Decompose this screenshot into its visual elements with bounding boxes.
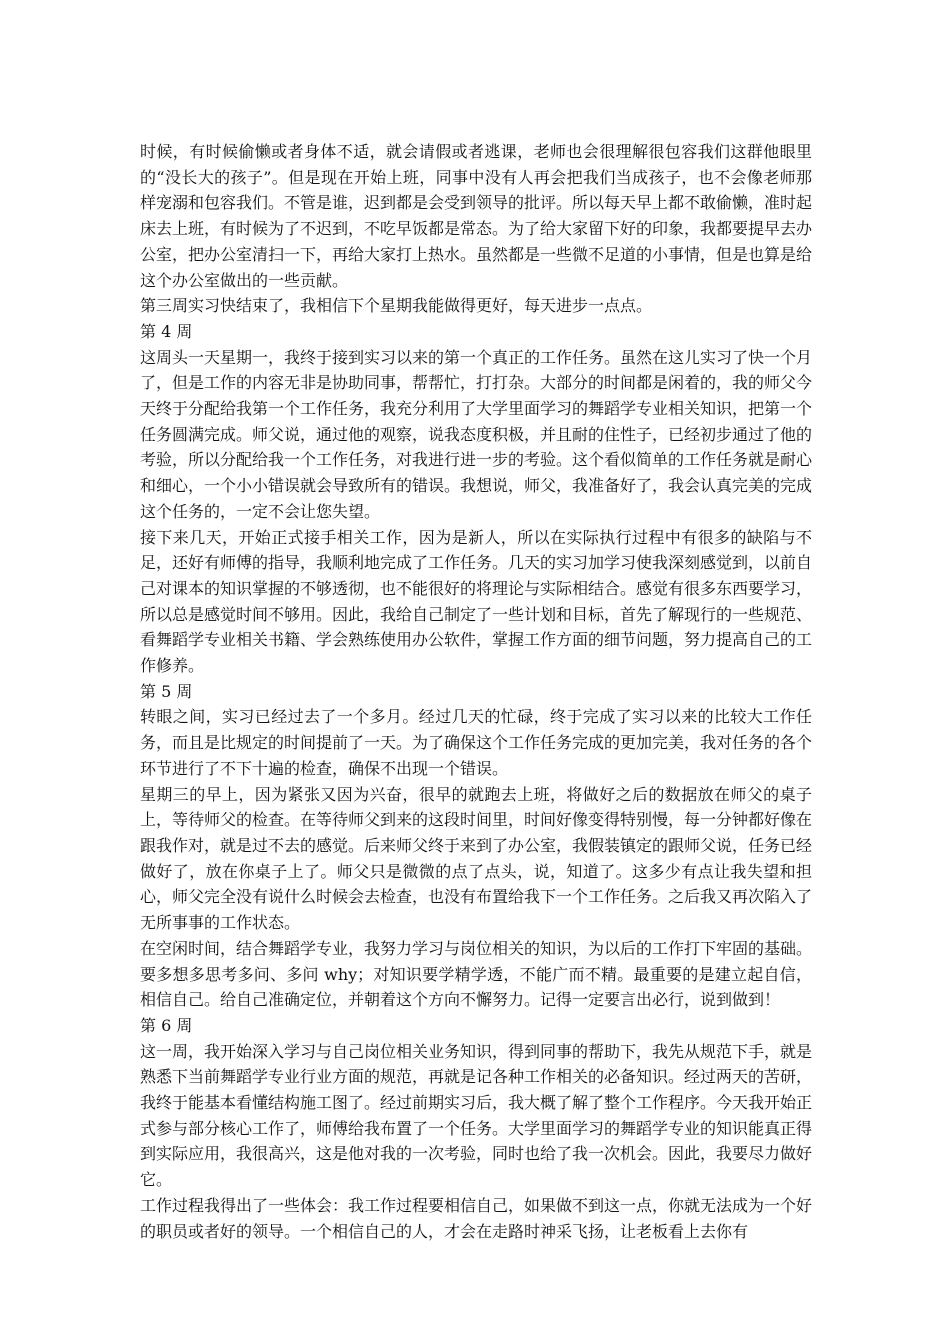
paragraph-week6-learning: 这一周，我开始深入学习与自己岗位相关业务知识，得到同事的帮助下，我先从规范下手，就是熟悉下当前舞蹈学专业行业方面的规范，再就是记各种工作相关的必备知识。经过两天的苦研，我终于能基本看懂结构施工图了。经过前期实习后，我大概了解了整个工作程序。今天我开始正式参与部分核心工作了，师傅给我布置了一个任务。大学里面学习的舞蹈学专业的知识能真正得到实际应用，我很高兴，这是他对我的一次考验，同时也给了我一次机会。因此，我要尽力做好它。 <box>140 1041 813 1190</box>
paragraph-week3-discipline: 时候，有时候偷懒或者身体不适，就会请假或者逃课，老师也会很理解很包容我们这群他眼里的“没长大的孩子”。但是现在开始上班，同事中没有人再会把我们当成孩子，也不会像老师那样宠溺和包容我们。不管是谁，迟到都是会受到领导的批评。所以每天早上都不敢偷懒，准时起床去上班，有时候为了不迟到，不吃早饭都是常态。为了给大家留下好的印象，我都要提早去办公室，把办公室清扫一下，再给大家打上热水。虽然都是一些微不足道的小事情，但是也算是给这个办公室做出的一些贡献。 <box>140 142 813 290</box>
paragraph-week4-first-task: 这周头一天星期一，我终于接到实习以来的第一个真正的工作任务。虽然在这儿实习了快一个月了，但是工作的内容无非是协助同事，帮帮忙，打打杂。大部分的时间都是闲着的，我的师父今天终于分配给我第一个工作任务，我充分利用了大学里面学习的舞蹈学专业相关知识，把第一个任务圆满完成。师父说，通过他的观察，说我态度积极，并且耐的住性子，已经初步通过了他的考验，所以分配给我一个工作任务，对我进行进一步的考验。这个看似简单的工作任务就是耐心和细心，一个小小错误就会导致所有的错误。我想说，师父，我准备好了，我会认真完美的完成这个任务的，一定不会让您失望。 <box>140 347 813 521</box>
heading-week-4: 第 4 周 <box>140 321 193 341</box>
paragraph-week3-summary: 第三周实习快结束了，我相信下个星期我能做得更好，每天进步一点点。 <box>140 296 653 316</box>
paragraph-week5-big-task: 转眼之间，实习已经过去了一个多月。经过几天的忙碌，终于完成了实习以来的比较大工作任务，而且是比规定的时间提前了一天。为了确保这个工作任务完成的更加完美，我对任务的各个环节进行了不下十遍的检查，确保不出现一个错误。 <box>140 707 813 778</box>
paragraph-week6-reflection: 工作过程我得出了一些体会：我工作过程要相信自己，如果做不到这一点，你就无法成为一个好的职员或者好的领导。一个相信自己的人，才会在走路时神采飞扬，让老板看上去你有 <box>140 1195 813 1241</box>
document-page <box>140 139 812 1244</box>
heading-week-6: 第 6 周 <box>140 1015 193 1035</box>
paragraph-week5-study: 在空闲时间，结合舞蹈学专业，我努力学习与岗位相关的知识，为以后的工作打下牢固的基础。要多想多思考多问、多问 why；对知识要学精学透，不能广而不精。最重要的是建立起自信，相信自己。给自己准确定位，并朝着这个方向不懈努力。记得一定要言出必行，说到做到！ <box>140 938 813 1010</box>
paragraph-week5-wednesday: 星期三的早上，因为紧张又因为兴奋，很早的就跑去上班，将做好之后的数据放在师父的桌子上，等待师父的检查。在等待师父到来的这段时间里，时间好像变得特别慢，每一分钟都好像在跟我作对，就是过不去的感觉。后来师父终于来到了办公室，我假装镇定的跟师父说，任务已经做好了，放在你桌子上了。师父只是微微的点了点头，说，知道了。这多少有点让我失望和担心，师父完全没有说什么时候会去检查，也没有布置给我下一个工作任务。之后我又再次陷入了无所事事的工作状态。 <box>140 784 813 933</box>
heading-week-5: 第 5 周 <box>140 681 193 701</box>
paragraph-week4-plans: 接下来几天，开始正式接手相关工作，因为是新人，所以在实际执行过程中有很多的缺陷与不足，还好有师傅的指导，我顺利地完成了工作任务。几天的实习加学习使我深刻感觉到，以前自己对课本的知识掌握的不够透彻，也不能很好的将理论与实际相结合。感觉有很多东西要学习，所以总是感觉时间不够用。因此，我给自己制定了一些计划和目标，首先了解现行的一些规范、看舞蹈学专业相关书籍、学会熟练使用办公软件，掌握工作方面的细节问题，努力提高自己的工作修养。 <box>140 527 813 676</box>
